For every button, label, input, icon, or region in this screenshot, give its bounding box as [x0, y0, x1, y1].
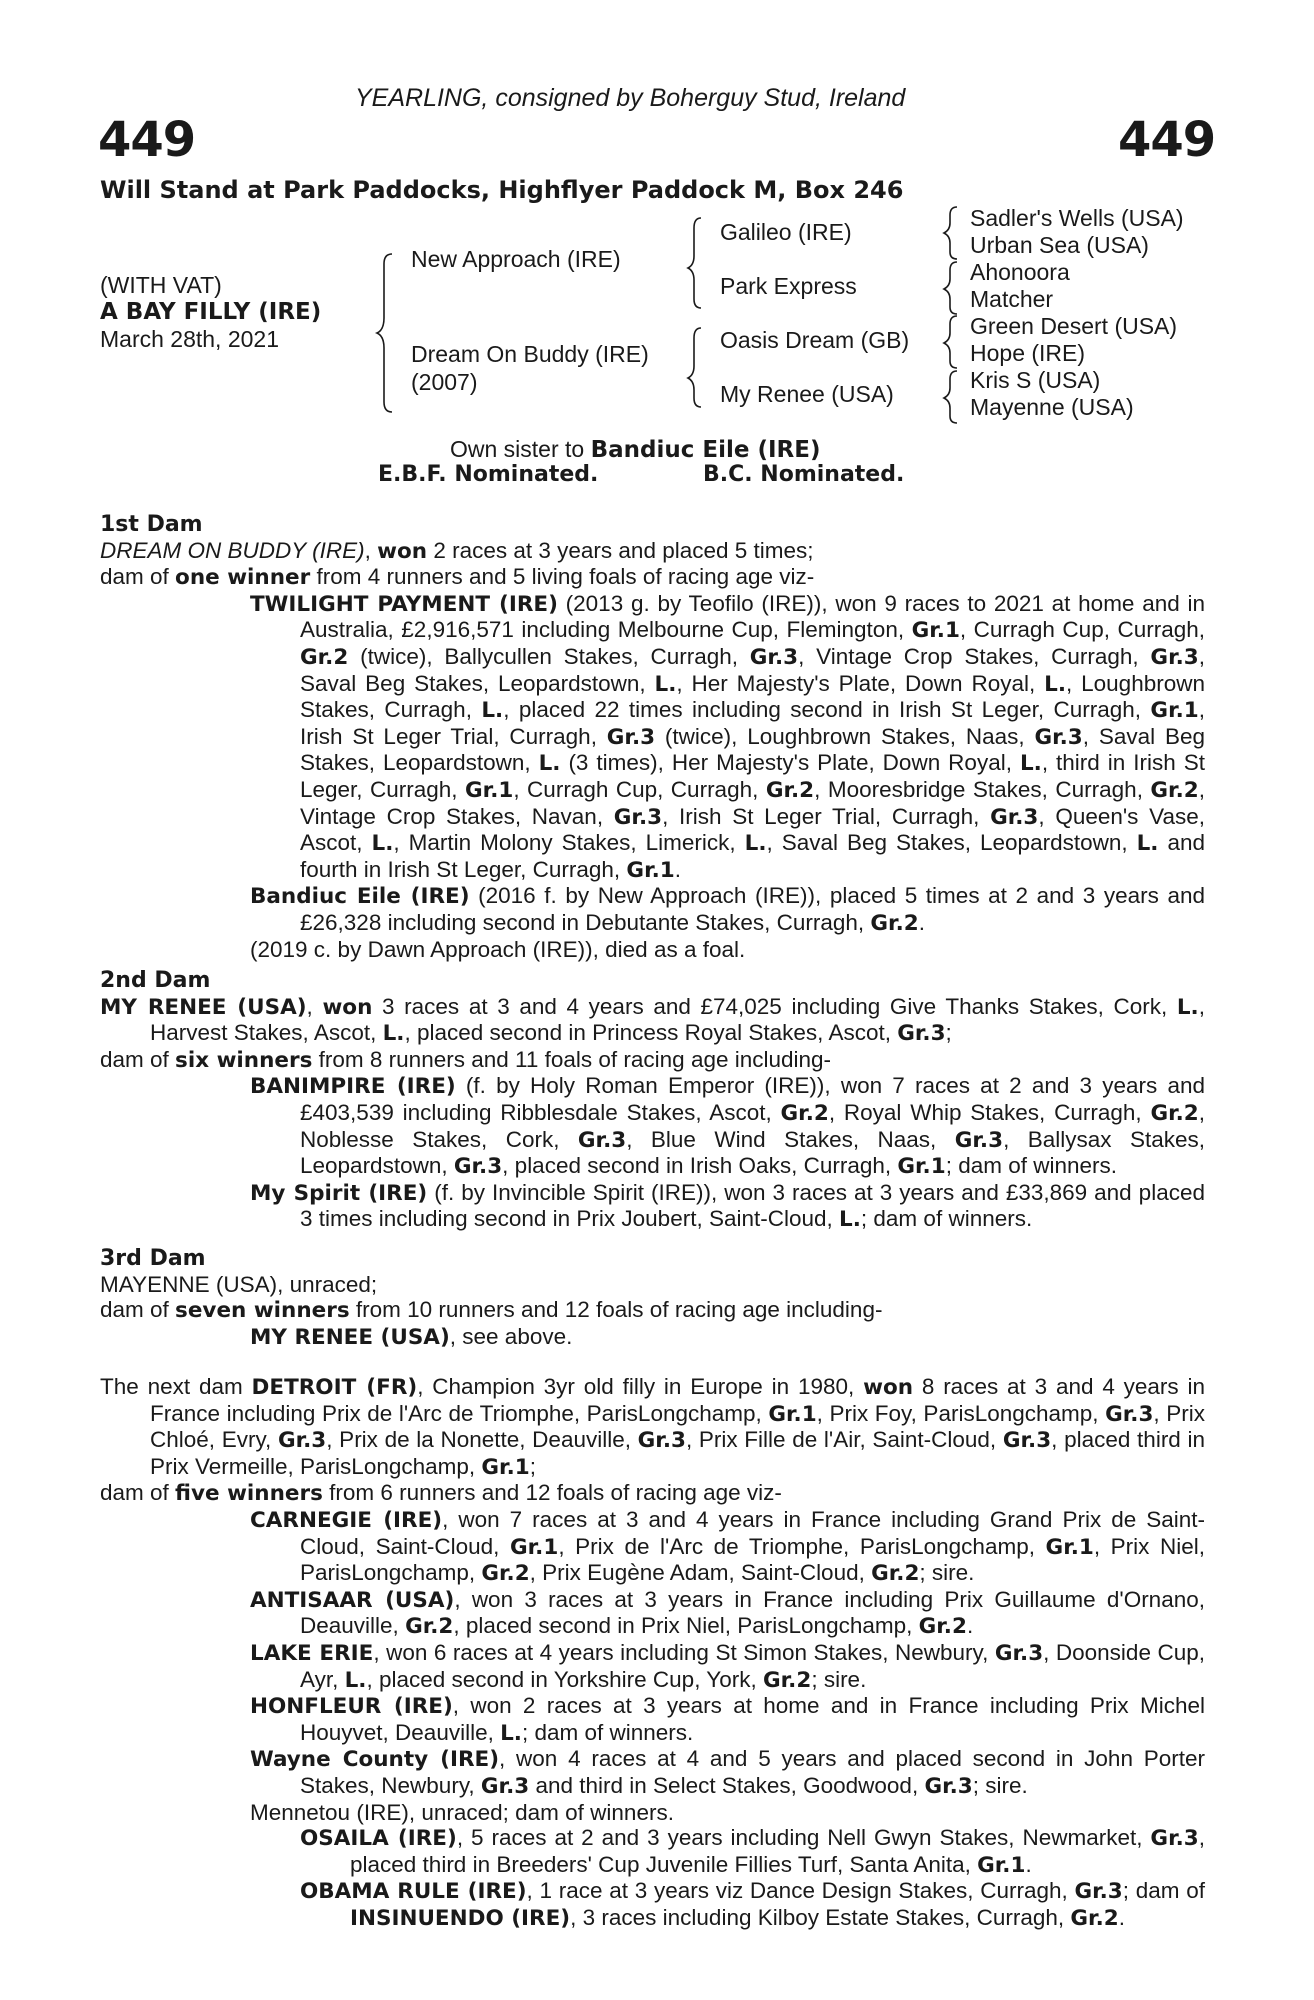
gen3-7: Kris S (USA)	[970, 367, 1101, 393]
bold-highlight: Gr.1	[510, 1534, 559, 1560]
bold-highlight: LAKE ERIE	[250, 1640, 374, 1666]
bold-highlight: Gr.3	[453, 1154, 503, 1180]
first-dam-name: DREAM ON BUDDY (IRE)	[100, 537, 365, 563]
twilight-record: (2013 g. by Teofilo (IRE)), won 9 races to 2021 at home and in Australia, £2,916,571 including Melbourne Cup, Flemington, Gr.1, Curragh Cup, Curragh, Gr.2 (twice), Ballycullen Stakes, Curragh, Gr.3, Vintage Crop Stakes, Curragh, Gr.3, Saval Beg Stakes, Leopardstown, L., Her Majesty's Plate, Down Royal, L., Loughbrown Stakes, Curragh, L., placed 22 times including second in Irish St Leger, Curragh, Gr.1, Irish St Leger Trial, Curragh, Gr.3 (twice), Loughbrown Stakes, Naas, Gr.3, Saval Beg Stakes, Leopardstown, L. (3 times), Her Majesty's Plate, Down Royal, L., third in Irish St Leger, Curragh, Gr.1, Curragh Cup, Curragh, Gr.2, Mooresbridge Stakes, Curragh, Gr.2, Vintage Crop Stakes, Navan, Gr.3, Irish St Leger Trial, Curragh, Gr.3, Queen's Vase, Ascot, L., Martin Molony Stakes, Limerick, L., Saval Beg Stakes, Leopardstown, L. and fourth in Irish St Leger, Curragh, Gr.1.	[300, 590, 1206, 883]
bold-highlight: Gr.2	[871, 1561, 920, 1587]
bold-highlight: ANTISAAR (USA)	[250, 1587, 455, 1613]
gen3-2: Urban Sea (USA)	[970, 232, 1149, 258]
horse-name: A BAY FILLY (IRE)	[100, 299, 322, 325]
vat-note: (WITH VAT)	[100, 272, 222, 298]
produce-my-spirit: My Spirit (IRE) (f. by Invincible Spirit (IRE)), won 3 races at 3 years and £33,869 and placed 3 times including second in Prix Joubert, Saint-Cloud, L.; dam of winners.	[250, 1179, 1205, 1233]
bold-highlight: seven winners	[175, 1298, 350, 1324]
produce-antisaar: ANTISAAR (USA), won 3 races at 3 years in France including Prix Guillaume d'Ornano, Deauville, Gr.2, placed second in Prix Niel, ParisLongchamp, Gr.2.	[250, 1586, 1205, 1640]
bold-highlight: Gr.3	[1105, 1401, 1154, 1427]
winners-count: one winner	[175, 565, 311, 591]
lot-number-left: 449	[98, 112, 196, 168]
produce-osaila: OSAILA (IRE), 5 races at 2 and 3 years including Nell Gwyn Stakes, Newmarket, Gr.3, placed third in Breeders' Cup Juvenile Fillies Turf, Santa Anita, Gr.1.	[300, 1825, 1205, 1878]
bold-highlight: BANIMPIRE (IRE)	[250, 1074, 456, 1100]
next-dam-summary: The next dam DETROIT (FR), Champion 3yr old filly in Europe in 1980, won 8 races at 3 and 4 years in France including Prix de l'Arc de Triomphe, ParisLongchamp, Gr.1, Prix Foy, ParisLongchamp, Gr.3, Prix Chloé, Evry, Gr.3, Prix de la Nonette, Deauville, Gr.3, Prix Fille de l'Air, Saint-Cloud, Gr.3, placed third in Prix Vermeille, ParisLongchamp, Gr.1;	[100, 1374, 1206, 1480]
bold-highlight: Gr.3	[606, 724, 656, 750]
first-dam-produce	[100, 564, 1205, 591]
third-dam-produce: dam of seven winners from 10 runners and 12 foals of racing age including-	[100, 1297, 883, 1324]
bold-highlight: Gr.1	[768, 1401, 817, 1427]
bold-highlight: L.	[839, 1207, 861, 1233]
bold-highlight: Gr.3	[1002, 1428, 1052, 1454]
bold-highlight: Gr.3	[990, 804, 1039, 830]
second-dam-produce: dam of six winners from 8 runners and 11 foals of racing age including-	[100, 1046, 832, 1073]
bold-highlight: Gr.3	[277, 1428, 327, 1454]
bold-highlight: Gr.2	[300, 644, 349, 670]
gen3-4: Matcher	[970, 286, 1054, 312]
bold-highlight: INSINUENDO (IRE)	[350, 1905, 571, 1931]
bold-highlight: L.	[654, 671, 677, 697]
bold-highlight: Gr.1	[626, 857, 675, 883]
bold-highlight: Gr.3	[994, 1640, 1044, 1666]
bold-highlight: Gr.2	[1070, 1905, 1119, 1931]
produce-twilight-payment	[100, 591, 1205, 884]
produce-banimpire: BANIMPIRE (IRE) (f. by Holy Roman Emperor (IRE)), won 7 races at 2 and 3 years and £403,539 including Ribblesdale Stakes, Ascot, Gr.2, Royal Whip Stakes, Curragh, Gr.2, Noblesse Stakes, Cork, Gr.3, Blue Wind Stakes, Naas, Gr.3, Ballysax Stakes, Leopardstown, Gr.3, placed second in Irish Oaks, Curragh, Gr.1; dam of winners.	[250, 1073, 1206, 1180]
bold-highlight: Gr.3	[1074, 1879, 1123, 1905]
gen3-1: Sadler's Wells (USA)	[970, 205, 1184, 231]
bold-highlight: Gr.3	[924, 1773, 973, 1799]
sep: ,	[364, 537, 378, 563]
produce-mennetou: Mennetou (IRE), unraced; dam of winners.	[250, 1799, 674, 1825]
bold-highlight: Gr.3	[577, 1127, 627, 1153]
bold-highlight: DETROIT (FR)	[251, 1375, 418, 1400]
bold-highlight: six winners	[175, 1047, 313, 1073]
foaling-date: March 28th, 2021	[100, 326, 280, 352]
bold-highlight: OSAILA (IRE)	[300, 1826, 457, 1852]
twilight-name: TWILIGHT PAYMENT (IRE)	[250, 591, 558, 617]
dam-of-dam: My Renee (USA)	[720, 381, 894, 407]
dam-of-label: dam of	[100, 564, 176, 590]
bold-highlight: won	[863, 1375, 914, 1400]
bold-highlight: Gr.2	[765, 777, 815, 803]
bold-highlight: Gr.3	[637, 1428, 686, 1454]
bold-highlight: L.	[1044, 671, 1066, 697]
produce-wayne-county: Wayne County (IRE), won 4 races at 4 and 5 years and placed second in John Porter Stakes, Newbury, Gr.3 and third in Select Stakes, Goodwood, Gr.3; sire.	[250, 1746, 1205, 1799]
own-sister-name: Bandiuc Eile (IRE)	[590, 437, 821, 463]
dam-of-sire: Park Express	[720, 273, 857, 299]
won-label: won	[377, 538, 428, 564]
dam: Dream On Buddy (IRE)	[411, 341, 649, 367]
ebf-nominated: E.B.F. Nominated.	[378, 462, 599, 487]
stall-location: Will Stand at Park Paddocks, Highflyer Paddock M, Box 246	[100, 176, 904, 204]
bold-highlight: MY RENEE (USA)	[100, 994, 307, 1020]
bold-highlight: Gr.1	[1150, 698, 1199, 724]
bold-highlight: Gr.3	[480, 1773, 530, 1799]
bold-highlight: Gr.3	[1034, 724, 1083, 750]
bold-highlight: MY RENEE (USA)	[250, 1324, 450, 1350]
bandiuc-name: Bandiuc Eile (IRE)	[250, 884, 470, 910]
third-dam-summary: MAYENNE (USA), unraced;	[100, 1271, 378, 1297]
own-sister-note	[450, 436, 821, 463]
bc-nominated: B.C. Nominated.	[703, 462, 905, 487]
third-dam-section	[100, 1246, 1205, 1350]
own-sister-prefix: Own sister to	[450, 436, 591, 462]
runners-note: from 4 runners and 5 living foals of racing age viz-	[310, 564, 815, 590]
bold-highlight: L.	[500, 1720, 522, 1746]
bold-highlight: L.	[382, 1021, 405, 1047]
bold-highlight: L.	[371, 831, 394, 857]
bold-highlight: Gr.3	[1150, 644, 1199, 670]
gen3-3: Ahonoora	[970, 259, 1070, 285]
bold-highlight: Gr.1	[977, 1852, 1026, 1878]
sire-of-dam: Oasis Dream (GB)	[720, 327, 910, 353]
bold-highlight: five winners	[175, 1481, 323, 1507]
next-dam-produce: dam of five winners from 6 runners and 12 foals of racing age viz-	[100, 1480, 782, 1507]
bold-highlight: L.	[1136, 831, 1159, 857]
second-dam-summary: MY RENEE (USA), won 3 races at 3 and 4 years and £74,025 including Give Thanks Stakes, Cork, L., Harvest Stakes, Ascot, L., placed second in Princess Royal Stakes, Ascot, Gr.3;	[100, 993, 1205, 1047]
bold-highlight: won	[322, 994, 373, 1020]
gen3-5: Green Desert (USA)	[970, 313, 1178, 339]
bold-highlight: Gr.1	[911, 618, 960, 644]
first-dam-record: 2 races at 3 years and placed 5 times;	[427, 537, 814, 563]
gen3-6: Hope (IRE)	[970, 340, 1086, 366]
sire-of-sire: Galileo (IRE)	[720, 219, 852, 245]
produce-carnegie: CARNEGIE (IRE), won 7 races at 3 and 4 years in France including Grand Prix de Saint-Cloud, Saint-Cloud, Gr.1, Prix de l'Arc de Triomphe, ParisLongchamp, Gr.1, Prix Niel, ParisLongchamp, Gr.2, Prix Eugène Adam, Saint-Cloud, Gr.2; sire.	[250, 1506, 1206, 1587]
produce-lake-erie: LAKE ERIE, won 6 races at 4 years including St Simon Stakes, Newbury, Gr.3, Doonside Cup, Ayr, L., placed second in Yorkshire Cup, York, Gr.2; sire.	[250, 1639, 1205, 1693]
bold-highlight: Gr.1	[897, 1154, 946, 1180]
first-dam-section	[100, 512, 1205, 962]
produce-honfleur: HONFLEUR (IRE), won 2 races at 3 years at home and in France including Prix Michel Houyvet, Deauville, L.; dam of winners.	[250, 1693, 1205, 1746]
bold-highlight: CARNEGIE (IRE)	[250, 1507, 443, 1533]
first-dam-summary	[100, 538, 1205, 565]
bold-highlight: Gr.1	[465, 777, 514, 803]
produce-bandiuc-eile	[100, 883, 1205, 936]
bold-highlight: Gr.2	[1150, 1100, 1199, 1126]
bold-highlight: Gr.3	[897, 1021, 946, 1047]
bold-highlight: My Spirit (IRE)	[250, 1180, 428, 1206]
bold-highlight: Gr.1	[481, 1454, 530, 1480]
bold-highlight: Gr.3	[749, 644, 799, 670]
second-dam-heading: 2nd Dam	[100, 968, 211, 993]
bold-highlight: L.	[1019, 751, 1042, 777]
produce-my-renee: MY RENEE (USA), see above.	[250, 1323, 573, 1350]
bold-highlight: L.	[481, 698, 504, 724]
bold-highlight: Gr.2	[780, 1100, 829, 1126]
produce-2019-colt: (2019 c. by Dawn Approach (IRE)), died as a foal.	[250, 936, 746, 962]
next-dam-section	[100, 1374, 1205, 1931]
bold-highlight: Gr.2	[870, 910, 919, 936]
bold-highlight: L.	[1176, 994, 1199, 1020]
bold-highlight: L.	[344, 1667, 367, 1693]
lot-number-right: 449	[1118, 112, 1216, 168]
consignment-line: YEARLING, consigned by Boherguy Stud, Ireland	[355, 84, 906, 112]
bold-highlight: Gr.2	[405, 1614, 454, 1640]
bold-highlight: Gr.3	[613, 804, 663, 830]
bold-highlight: Gr.2	[1150, 777, 1199, 803]
bold-highlight: HONFLEUR (IRE)	[250, 1694, 453, 1720]
second-dam-section	[100, 968, 1205, 1233]
bold-highlight: Wayne County (IRE)	[250, 1747, 500, 1773]
bold-highlight: L.	[744, 831, 767, 857]
bandiuc-record: (2016 f. by New Approach (IRE)), placed 5 times at 2 and 3 years and £26,328 including second in Debutante Stakes, Curragh, Gr.2.	[300, 883, 1205, 936]
bold-highlight: Gr.2	[481, 1561, 530, 1587]
bold-highlight: Gr.2	[763, 1667, 812, 1693]
bold-highlight: L.	[538, 751, 561, 777]
third-dam-heading: 3rd Dam	[100, 1246, 206, 1271]
gen3-8: Mayenne (USA)	[970, 394, 1134, 420]
produce-obama-rule: OBAMA RULE (IRE), 1 race at 3 years viz Dance Design Stakes, Curragh, Gr.3; dam of INSINUENDO (IRE), 3 races including Kilboy Estate Stakes, Curragh, Gr.2.	[300, 1878, 1205, 1931]
bold-highlight: Gr.3	[1150, 1826, 1199, 1852]
bold-highlight: Gr.1	[1045, 1534, 1094, 1560]
bold-highlight: Gr.3	[954, 1127, 1004, 1153]
sire: New Approach (IRE)	[411, 246, 621, 272]
bold-highlight: OBAMA RULE (IRE)	[300, 1879, 527, 1905]
first-dam-heading: 1st Dam	[100, 512, 203, 537]
dam-foaling-year: (2007)	[411, 369, 478, 395]
bold-highlight: Gr.2	[918, 1614, 967, 1640]
